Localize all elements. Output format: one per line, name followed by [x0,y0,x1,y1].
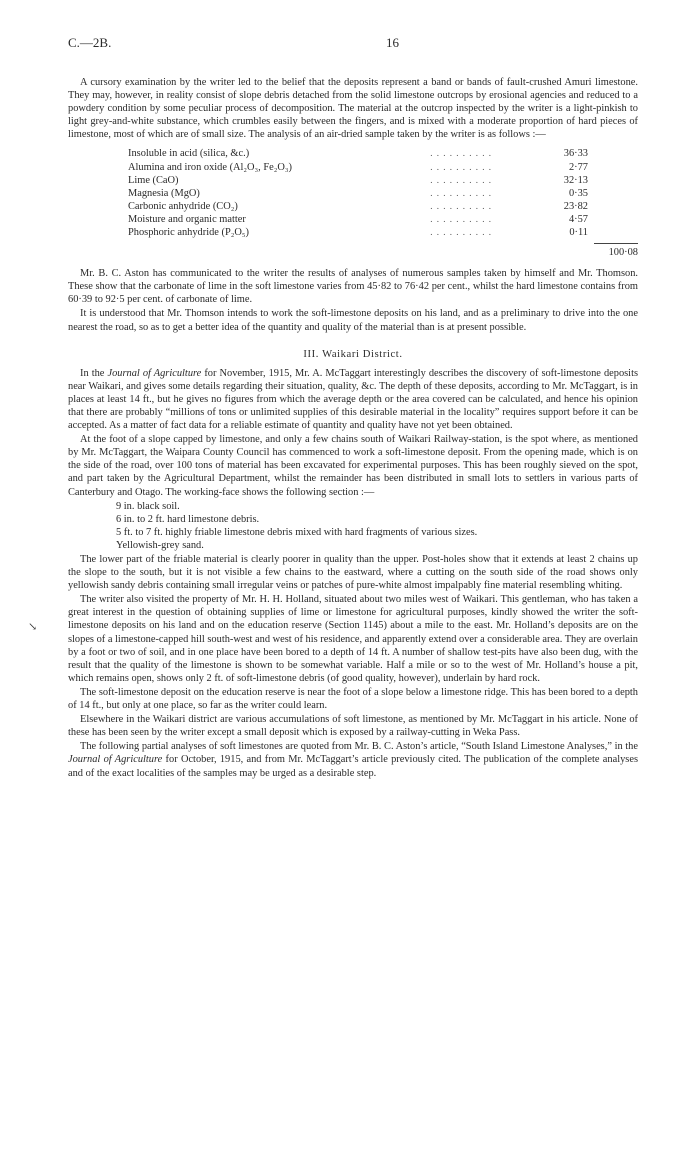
analysis-row [128,174,588,187]
analysis-row [128,147,588,160]
paragraph-10-start: The following partial analyses of soft limestones are quoted from Mr. B. C. Aston’s article, “South Island Limestone Analyses,” in the [80,741,638,753]
analysis-value: 32·13 [563,174,588,186]
total-rule [594,243,638,244]
analysis-label: Magnesia (MgO) [128,187,200,199]
analysis-row [128,161,588,174]
analysis-total-row [68,241,638,261]
analysis-value: 0·35 [568,187,588,199]
analysis-label: Lime (CaO) [128,174,179,186]
analysis-row [128,200,588,213]
paragraph-6: The lower part of the friable material is clearly poorer in quality than the upper. Post-holes show that it extends at least 2 chains up the slope to the south, but it is not visible a few chains to the eastward, where a cutting on the south side of the road shows only yellowish sandy debris containing small irregular veins or patches of pure-white almost impalpably fine material resembling whiting. [68,554,638,592]
analysis-row [128,213,588,226]
paragraph-5: At the foot of a slope capped by limestone, and only a few chains south of Waikari Railway-station, is the spot where, as mentioned by Mr. McTaggart, the Waipara County Council has commenced to work a soft-limestone deposit. From the opening made, which is on the side of the road, over 100 tons of material has been excavated for experimental purposes. This has been roughly sieved on the spot, and part taken by the Agricultural Department, whilst the remainder has been distributed in small lots to settlers in various parts of Canterbury and Otago. The working-face shows the following section :— [68,434,638,498]
leader-dots: . . . . . . . . . . [430,161,492,172]
margin-mark: ↘ [28,621,38,633]
leader-dots: . . . . . . . . . . [430,174,492,185]
section-line: 5 ft. to 7 ft. highly friable limestone debris mixed with hard fragments of various sizes. [116,526,478,538]
paragraph-4-start: In the [80,367,108,379]
analysis-label: Insoluble in acid (silica, &c.) [128,148,250,160]
paragraph-10-rest: for October, 1915, and from Mr. McTaggart’s article previously cited. The publication of the complete analyses and of the exact localities of the samples may be urged as a desirable step. [68,754,638,779]
paragraph-8: The soft-limestone deposit on the education reserve is near the foot of a slope below a limestone ridge. This has been bored to a depth of 14 ft., but only at one place, so far as the writer could learn. [68,686,638,712]
analysis-total: 100·08 [608,247,638,259]
page-header [68,36,638,54]
leader-dots: . . . . . . . . . . [430,213,492,224]
leader-dots: . . . . . . . . . . [430,187,492,198]
paragraph-2: Mr. B. C. Aston has communicated to the writer the results of analyses of numerous samples taken by himself and Mr. Thomson. These show that the carbonate of lime in the soft limestone varies from 45·82 to 76·42 per cent., whilst the hard limestone contains from 60·39 to 92·5 per cent. of carbonate of lime. [68,268,638,306]
analysis-value: 2·77 [568,161,588,173]
leader-dots: . . . . . . . . . . [430,227,492,238]
paragraph-10 [68,740,638,779]
analysis-value: 4·57 [568,213,588,225]
section-line: Yellowish-grey sand. [116,539,204,551]
analysis-value: 0·11 [569,227,588,239]
leader-dots: . . . . . . . . . . [430,148,492,159]
paragraph-9: Elsewhere in the Waikari district are various accumulations of soft limestone, as mentioned by Mr. McTaggart in his article. None of these has been seen by the writer except a small deposit which is exposed by a railway-cutting in Weka Pass. [68,714,638,739]
analysis-label: Carbonic anhydride (CO₂) [128,200,238,212]
section-heading: III. Waikari District. [303,348,403,360]
paragraph-3: It is understood that Mr. Thomson intends to work the soft-limestone deposits on his land, and as a preliminary to drive into the one nearest the road, so as to get a better idea of the quantity and quality of the material than is at present possible. [68,308,638,333]
analysis-label: Alumina and iron oxide (Al₂O₃, Fe₂O₃) [128,161,292,173]
paragraph-7: The writer also visited the property of Mr. H. H. Holland, situated about two miles west of Waikari. This gentleman, who has taken a great interest in the question of obtaining supplies of lime or limestone for agricultural purposes, kindly showed the writer the soft-limestone deposits on his land and on the education reserve (Section 1145) about a mile to the east. Mr. Holland’s deposits are on the slopes of a limestone-capped hill south-west and west of his residence, and apparently extend over a considerable area. They are overlain by a foot or two of soil, and in one place have been bored to a depth of 14 ft. A number of shallow test-pits have also been dug, with the result that the quality of the limestone is shown to be somewhat variable. Half a mile or so to the west of Mr. Holland’s house a pit, which remains open, shows only 2 ft. of soft-limestone debris (of good quality, however), underlain by hard rock. [68,594,638,684]
analysis-value: 23·82 [563,200,588,212]
analysis-value: 36·33 [563,148,588,160]
analysis-row [128,226,588,239]
page-body [68,76,638,781]
analysis-label: Phosphoric anhydride (P₂O₅) [128,227,249,239]
paragraph-4-rest: for November, 1915, Mr. A. McTaggart interestingly describes the discovery of soft-limestone deposits near Waikari, and gives some details regarding their situation, quality, &c. The depth of these deposits, according to Mr. McTaggart, is in places at least 14 ft., but he gives no figures from which the average depth or the area covered can be calculated, and hence his opinion that there are probably “millions of tons or unlimited supplies of this desirable material in the locality” requires support before it can be accepted. As a matter of fact data for a reliable estimate of quantity and quality have not yet been obtained. [68,367,639,432]
analysis-label: Moisture and organic matter [128,213,246,225]
page-number: 16 [386,35,399,50]
journal-title: Journal of Agriculture [68,754,163,766]
analysis-row [128,187,588,200]
section-line: 6 in. to 2 ft. hard limestone debris. [116,513,260,525]
paragraph-4 [68,367,638,432]
paragraph-1: A cursory examination by the writer led to the belief that the deposits represent a band or bands of fault-crushed Amuri limestone. They may, however, in reality consist of slope debris detached from the solid limestone outcrops by erosional agencies and reduced to a powdery condition by some peculiar process of decomposition. The material at the outcrop inspected by the writer is a light-pinkish to light grey-and-white substance, which crumbles easily between the fingers, and is mixed with a moderate proportion of hard pieces of limestone, most of which are of small size. The analysis of an air-dried sample taken by the writer is as follows :— [68,77,638,141]
leader-dots: . . . . . . . . . . [430,200,492,211]
journal-title: Journal of Agriculture [107,367,202,379]
analysis-table [128,147,588,239]
document-reference: C.—2B. [68,35,112,50]
section-line: 9 in. black soil. [116,500,180,512]
working-face-section [116,500,638,552]
